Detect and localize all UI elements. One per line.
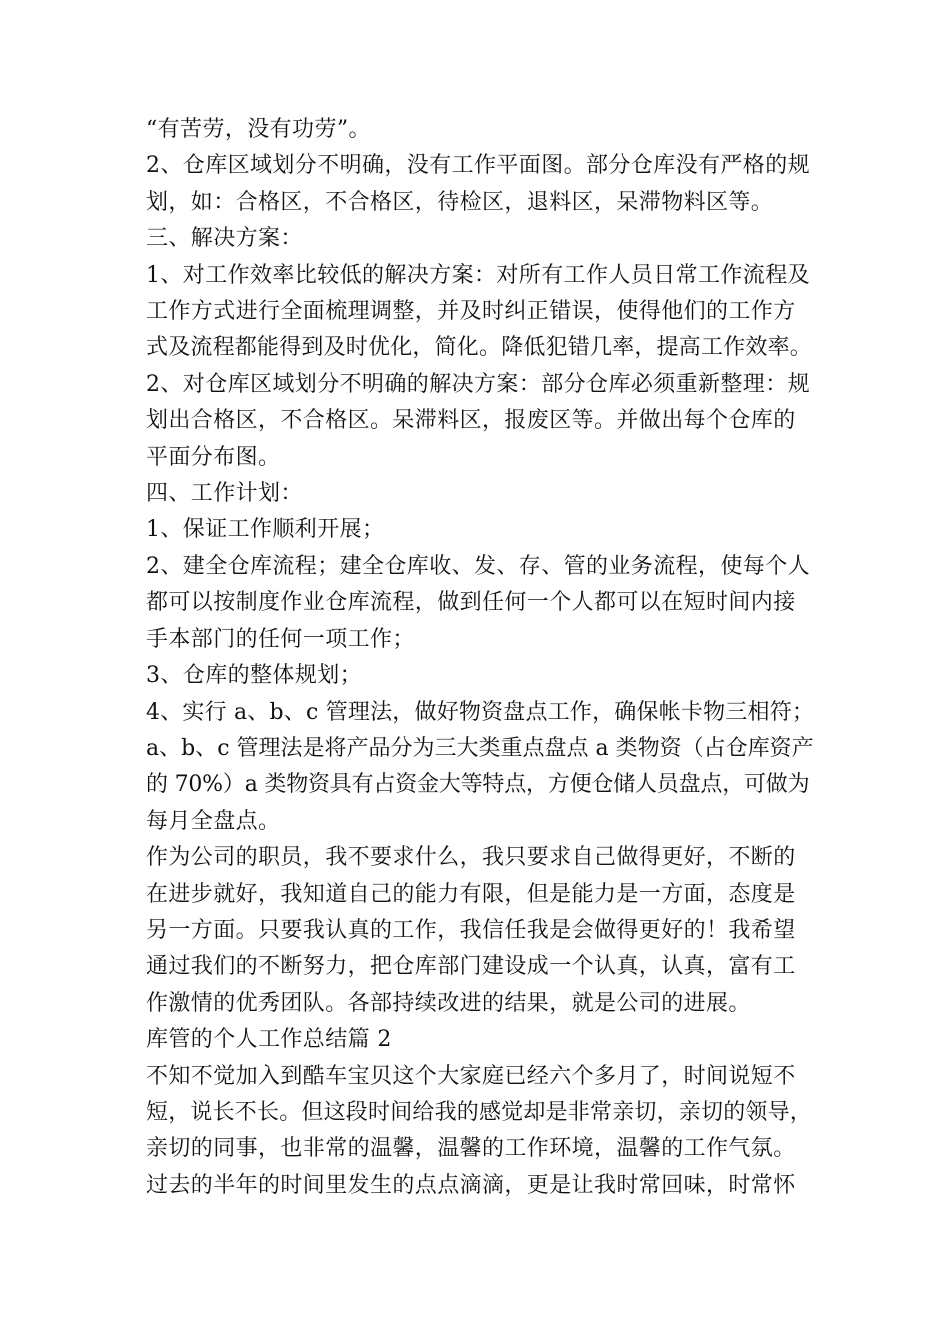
- text-line: 的 70%）a 类物资具有占资金大等特点，方便仓储人员盘点，可做为: [146, 772, 810, 798]
- text-line: 式及流程都能得到及时优化，简化。降低犯错几率，提高工作效率。: [146, 335, 813, 361]
- text-line: 另一方面。只要我认真的工作，我信任我是会做得更好的！我希望: [146, 917, 796, 943]
- text-line: a、b、c 管理法是将产品分为三大类重点盘点 a 类物资（占仓库资产: [146, 735, 814, 761]
- text-line: 2、建全仓库流程；建全仓库收、发、存、管的业务流程，使每个人: [146, 553, 810, 579]
- document-body: [146, 112, 814, 1204]
- text-line: 4、实行 a、b、c 管理法，做好物资盘点工作，确保帐卡物三相符；: [146, 699, 815, 725]
- text-line: 亲切的同事，也非常的温馨，温馨的工作环境，温馨的工作气氛。: [146, 1136, 796, 1162]
- text-line: 2、对仓库区域划分不明确的解决方案：部分仓库必须重新整理：规: [146, 371, 810, 397]
- text-line: 1、对工作效率比较低的解决方案：对所有工作人员日常工作流程及: [146, 262, 810, 288]
- text-line: 1、保证工作顺利开展；: [146, 517, 385, 543]
- section-heading: 三、解决方案：: [146, 226, 303, 252]
- article-title: 库管的个人工作总结篇 2: [146, 1027, 392, 1053]
- section-heading: 四、工作计划：: [146, 481, 303, 507]
- text-line: 手本部门的任何一项工作；: [146, 626, 415, 652]
- text-line: 通过我们的不断努力，把仓库部门建设成一个认真，认真，富有工: [146, 954, 796, 980]
- text-line: 工作方式进行全面梳理调整，并及时纠正错误，使得他们的工作方: [146, 299, 796, 325]
- text-line: 短，说长不长。但这段时间给我的感觉却是非常亲切，亲切的领导，: [146, 1099, 813, 1125]
- text-line: 3、仓库的整体规划；: [146, 663, 362, 689]
- text-line: 划出合格区，不合格区。呆滞料区，报废区等。并做出每个仓库的: [146, 408, 796, 434]
- text-line: 划，如：合格区，不合格区，待检区，退料区，呆滞物料区等。: [146, 189, 774, 215]
- text-line: 过去的半年的时间里发生的点点滴滴，更是让我时常回味，时常怀: [146, 1172, 796, 1198]
- text-line: 不知不觉加入到酷车宝贝这个大家庭已经六个多月了，时间说短不: [146, 1063, 796, 1089]
- text-line: 都可以按制度作业仓库流程，做到任何一个人都可以在短时间内接: [146, 590, 796, 616]
- text-line: 平面分布图。: [146, 444, 281, 470]
- text-line: “有苦劳，没有功劳”。: [146, 117, 371, 142]
- text-line: 作激情的优秀团队。各部持续改进的结果，就是公司的进展。: [146, 990, 751, 1016]
- text-line: 作为公司的职员，我不要求什么，我只要求自己做得更好，不断的: [146, 845, 796, 871]
- text-line: 在进步就好，我知道自己的能力有限，但是能力是一方面，态度是: [146, 881, 796, 907]
- text-line: 2、仓库区域划分不明确，没有工作平面图。部分仓库没有严格的规: [146, 153, 810, 179]
- text-line: 每月全盘点。: [146, 808, 281, 834]
